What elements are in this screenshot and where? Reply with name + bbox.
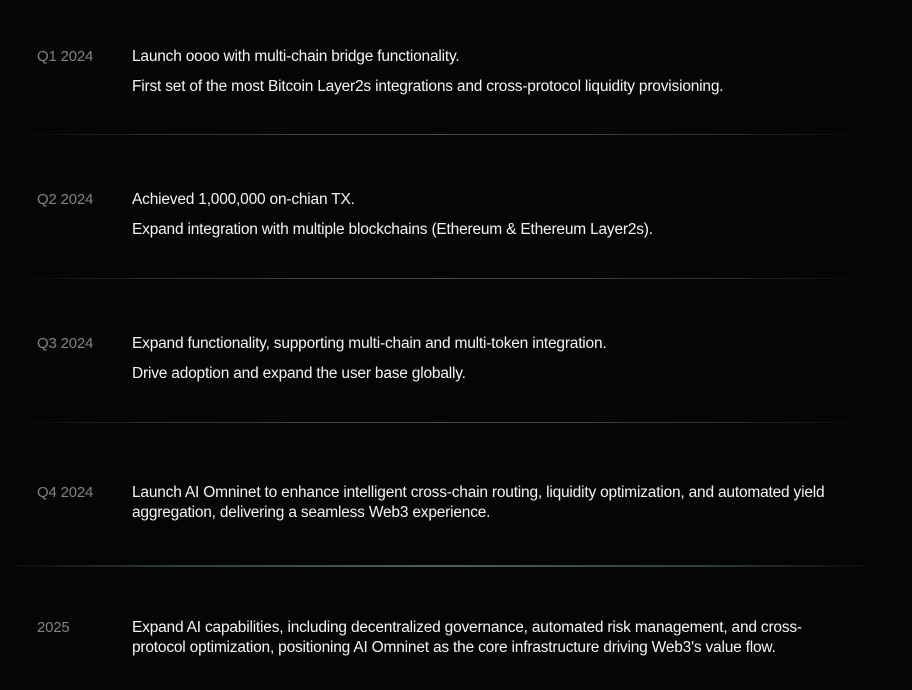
section-divider [10,422,872,423]
milestone-item: Launch AI Omninet to enhance intelligent cross-chain routing, liquidity optimization, and automated yield aggregation, delivering a seamless Web3 experience. [132,484,825,521]
milestone-period: Q1 2024 [37,48,94,65]
milestone-item: Expand AI capabilities, including decentralized governance, automated risk management, and cross-protocol optimization, positioning AI Omninet as the core infrastructure driving Web3's value flow. [132,619,802,656]
milestone-period: Q3 2024 [37,335,94,352]
milestone-item: Achieved 1,000,000 on-chian TX. [132,191,355,208]
milestone-item: Expand functionality, supporting multi-chain and multi-token integration. [132,335,607,352]
section-divider [0,565,880,567]
milestone-item: First set of the most Bitcoin Layer2s integrations and cross-protocol liquidity provisioning. [132,78,724,95]
milestone-item: Launch oooo with multi-chain bridge functionality. [132,48,460,65]
section-divider [10,134,872,135]
milestone-item: Expand integration with multiple blockchains (Ethereum & Ethereum Layer2s). [132,221,653,238]
milestone-items [132,47,852,107]
milestone-items [132,618,812,667]
milestone-period: Q4 2024 [37,484,94,501]
milestone-items [132,334,852,394]
milestone-item: Drive adoption and expand the user base globally. [132,365,466,382]
section-divider [10,278,872,279]
milestone-items [132,483,852,532]
milestone-items [132,190,852,250]
milestone-period: 2025 [37,619,70,636]
milestone-period: Q2 2024 [37,191,94,208]
